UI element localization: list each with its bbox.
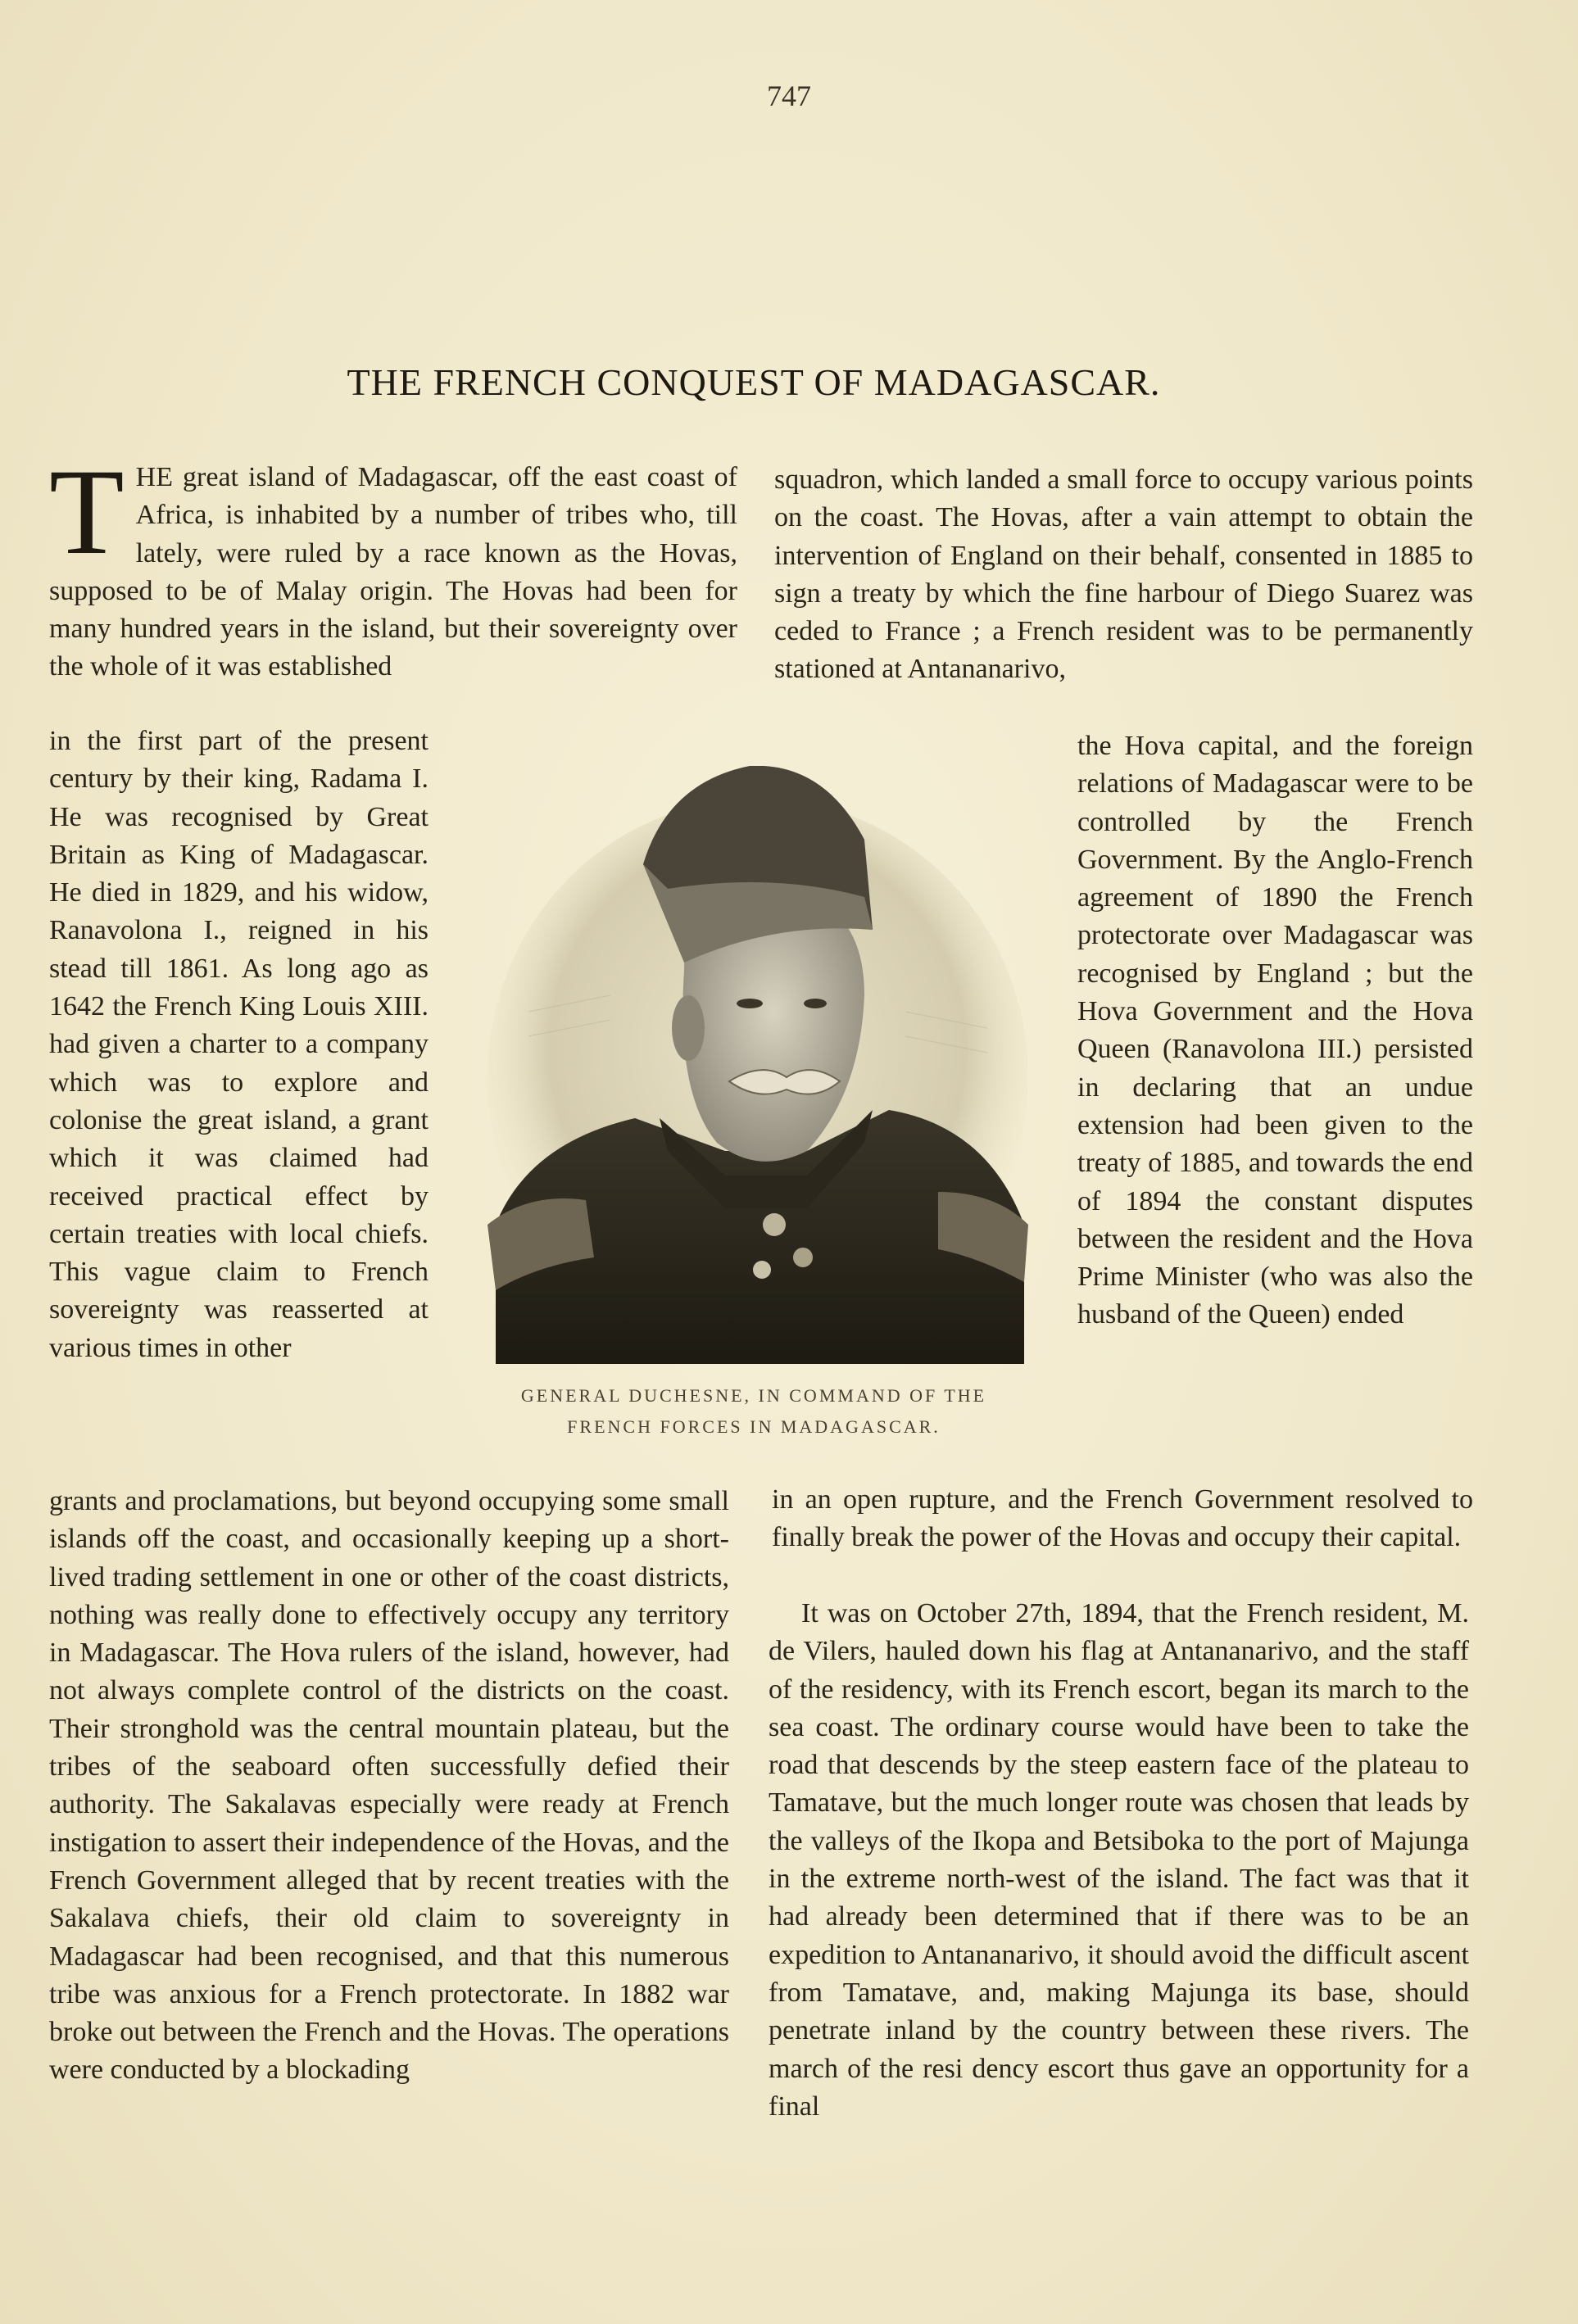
article-paragraph-opening [49, 444, 737, 686]
caption-line-2: FRENCH FORCES IN MADAGASCAR. [567, 1416, 941, 1437]
article-title: THE FRENCH CONQUEST OF MADAGASCAR. [347, 361, 1161, 403]
right-mid-text: in an open rupture, and the French Government resolved to finally break the power of the Hovas and occupy their capital. [772, 1484, 1473, 1553]
second-paragraph-text: It was on October 27th, 1894, that the French resident, M. de Vilers, hauled down his flag at Antananarivo, and the staff of the residency, with its French escort, began its march to the sea coast. The ordinary course would have been to take the road that descends by the steep eastern face of the plateau to Tamatave, but the much longer route was chosen that leads by the valleys of the Ikopa and Betsiboka to the port of Majunga in the extreme north-west of the island. The fact was that it had already been determined that if there was to be an expedition to Antananarivo, it should avoid the difficult ascent from Tamatave, and, making Majunga its base, should penetrate inland by the country between these rivers. The march of the resi dency escort thus gave an opportunity for a final [769, 1598, 1469, 2122]
caption-line-1: GENERAL DUCHESNE, IN COMMAND OF THE [520, 1385, 987, 1406]
right-top-text: squadron, which landed a small force to occupy various points on the coast. The Hovas, after a vain attempt to obtain the intervention of England on their behalf, consented in 1885 to sign a treaty by which the fine harbour of Diego Suarez was ceded to France ; a French resident was to be permanently stationed at Antananarivo, [774, 464, 1473, 685]
opening-text: HE great island of Madagascar, off the east coast of Africa, is inhabited by a number of tribes who, till lately, were ruled by a race known as the Hovas, supposed to be of Malay origin. The Hovas had been for many hundred years in the island, but their sovereignty over the whole of it was established [49, 462, 737, 682]
article-paragraph-lower-left [49, 1483, 729, 2090]
wrap-right-text: the Hova capital, and the foreign relations of Madagascar were to be controlled by the French Government. By the Anglo-French agreement of 1890 the French protectorate over Madagascar was recognised by England ; but the Hova Government and the Hova Queen (Ranavolona III.) persisted in declaring that an undue extension had been given to the treaty of 1885, and towards the end of 1894 the constant disputes between the resident and the Hova Prime Minister (who was also the husband of the Queen) ended [1077, 731, 1473, 1330]
portrait-caption [463, 1380, 1045, 1443]
drop-cap: T [49, 444, 125, 580]
article-paragraph-right-mid [772, 1481, 1473, 1557]
article-paragraph-second [769, 1595, 1469, 2126]
wrap-left-text: in the first part of the present century by their king, Radama I. He was recognised by Great Britain as King of Madagascar. He died in 1829, and his widow, Ranavolona I., reigned in his stead till 1861. As long ago as 1642 the French King Louis XIII. had given a charter to a company which was to explore and colonise the great island, a grant which it was claimed had received practical effect by certain treaties with local chiefs. This vague claim to French sovereignty was reasserted at various times in other [49, 726, 429, 1363]
page-number: 747 [767, 79, 811, 112]
lower-left-text: grants and proclamations, but beyond occupying some small islands off the coast, and occasionally keeping up a short-lived trading settlement in one or other of the coast districts, nothing was really done to effectively occupy any territory in Madagascar. The Hova rulers of the island, however, had not always complete control of the districts on the coast. Their stronghold was the central mountain plateau, but the tribes of the seaboard often successfully defied their authority. The Sakalavas especially were ready at French instigation to assert their independence of the Hovas, and the French Government alleged that by recent treaties with the Sakalava chiefs, their old claim to sovereignty in Madagascar had been recognised, and that this numerous tribe was anxious for a French protectorate. In 1882 war broke out between the French and the Hovas. The operations were conducted by a blockading [49, 1486, 729, 2086]
portrait-illustration [479, 766, 1032, 1364]
general-duchesne-portrait [479, 766, 1032, 1364]
article-paragraph-right-top [774, 461, 1473, 689]
article-paragraph-wrap-right [1077, 727, 1473, 1334]
article-paragraph-wrap-left [49, 723, 429, 1367]
